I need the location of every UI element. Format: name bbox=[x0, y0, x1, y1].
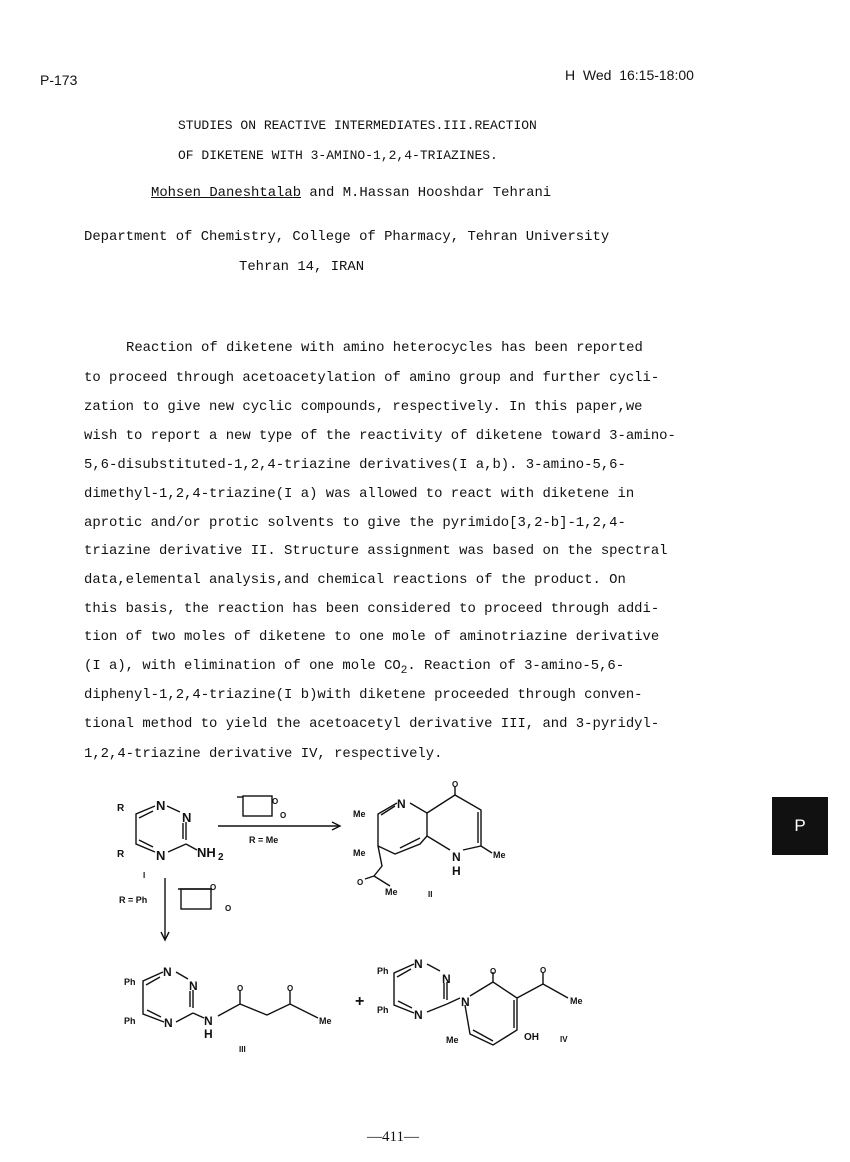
atom-label: N bbox=[414, 1008, 423, 1022]
compound-label: IV bbox=[560, 1035, 568, 1044]
condition-label: R = Ph bbox=[119, 895, 148, 905]
body-line: tion of two moles of diketene to one mole of aminotriazine derivative bbox=[84, 629, 660, 645]
title-line-1: STUDIES ON REACTIVE INTERMEDIATES.III.REACTION bbox=[178, 118, 537, 133]
atom-label: O bbox=[280, 811, 287, 820]
affiliation-line-2: Tehran 14, IRAN bbox=[239, 259, 365, 275]
body-line: wish to report a new type of the reactivity of diketene toward 3-amino- bbox=[84, 428, 676, 444]
structure-I bbox=[117, 798, 224, 880]
atom-label: O bbox=[357, 878, 364, 887]
structure-IV bbox=[377, 957, 583, 1045]
atom-label: O bbox=[287, 984, 294, 993]
reaction-arrow-r-me bbox=[218, 796, 340, 845]
atom-label: O bbox=[225, 904, 232, 913]
atom-label: N bbox=[414, 957, 423, 971]
condition-label: R = Me bbox=[249, 835, 279, 845]
atom-label: N bbox=[164, 1016, 173, 1030]
atom-label: O bbox=[237, 984, 244, 993]
body-line: 1,2,4-triazine derivative IV, respectively. bbox=[84, 746, 443, 762]
atom-label: N bbox=[163, 965, 172, 979]
atom-label: O bbox=[490, 967, 497, 976]
atom-label: N bbox=[204, 1014, 213, 1028]
co-author: and M.Hassan Hooshdar Tehrani bbox=[301, 185, 552, 201]
plus-sign: + bbox=[355, 993, 365, 1010]
title-line-2: OF DIKETENE WITH 3-AMINO-1,2,4-TRIAZINES. bbox=[178, 148, 498, 163]
body-line: zation to give new cyclic compounds, respectively. In this paper,we bbox=[84, 399, 643, 415]
atom-label: Me bbox=[385, 887, 398, 897]
subscript: 2 bbox=[400, 664, 408, 677]
atom-label: O bbox=[272, 797, 279, 806]
page-number: —411— bbox=[367, 1129, 419, 1145]
body-line: data,elemental analysis,and chemical reactions of the product. On bbox=[84, 572, 626, 588]
body-line: triazine derivative II. Structure assignment was based on the spectral bbox=[84, 543, 668, 559]
atom-label: Me bbox=[353, 809, 366, 819]
atom-label: N bbox=[397, 797, 406, 811]
atom-label: R bbox=[117, 849, 125, 860]
compound-label: III bbox=[239, 1045, 246, 1054]
structure-III bbox=[124, 965, 332, 1054]
atom-label: R bbox=[117, 803, 125, 814]
atom-label: Ph bbox=[124, 977, 136, 987]
presenting-author: Mohsen Daneshtalab bbox=[151, 185, 302, 201]
atom-label: N bbox=[156, 798, 166, 813]
atom-label: N bbox=[461, 995, 470, 1009]
atom-label: N bbox=[189, 979, 198, 993]
compound-label: II bbox=[428, 890, 433, 899]
atom-label: N bbox=[442, 972, 451, 986]
structure-II bbox=[353, 780, 506, 899]
atom-label: Me bbox=[319, 1016, 332, 1026]
section-tab: P bbox=[772, 797, 828, 855]
atom-label: NH bbox=[197, 845, 216, 860]
atom-label: N bbox=[156, 848, 166, 863]
atom-label: Ph bbox=[377, 1005, 389, 1015]
body-line: 5,6-disubstituted-1,2,4-triazine derivatives(I a,b). 3-amino-5,6- bbox=[84, 457, 626, 473]
atom-label: Ph bbox=[124, 1016, 136, 1026]
body-text: (I a), with elimination of one mole CO bbox=[84, 658, 401, 674]
atom-label: Me bbox=[446, 1035, 459, 1045]
body-line: this basis, the reaction has been considered to proceed through addi- bbox=[84, 601, 660, 617]
atom-label: Me bbox=[570, 996, 583, 1006]
atom-label: N bbox=[452, 850, 461, 864]
affiliation-line-1: Department of Chemistry, College of Pharmacy, Tehran University bbox=[84, 229, 610, 245]
body-line: Reaction of diketene with amino heterocycles has been reported bbox=[126, 340, 643, 356]
atom-label: O bbox=[540, 966, 547, 975]
atom-label: Me bbox=[353, 848, 366, 858]
body-line: dimethyl-1,2,4-triazine(I a) was allowed to react with diketene in bbox=[84, 486, 635, 502]
reaction-arrow-r-ph bbox=[119, 878, 231, 940]
body-line: to proceed through acetoacetylation of amino group and further cycli- bbox=[84, 370, 660, 386]
body-line: diphenyl-1,2,4-triazine(I b)with diketene proceeded through conven- bbox=[84, 687, 643, 703]
body-line: aprotic and/or protic solvents to give the pyrimido[3,2-b]-1,2,4- bbox=[84, 515, 626, 531]
atom-label: O bbox=[210, 883, 217, 892]
atom-label: OH bbox=[524, 1032, 539, 1043]
abstract-id: P-173 bbox=[40, 72, 78, 88]
atom-label: Me bbox=[493, 850, 506, 860]
atom-label: 2 bbox=[218, 852, 224, 863]
atom-label: Ph bbox=[377, 966, 389, 976]
atom-label: O bbox=[452, 780, 459, 789]
body-text: . Reaction of 3-amino-5,6- bbox=[407, 658, 625, 674]
atom-label: H bbox=[452, 864, 461, 878]
atom-label: N bbox=[182, 810, 192, 825]
body-line: tional method to yield the acetoacetyl derivative III, and 3-pyridyl- bbox=[84, 716, 660, 732]
compound-label: I bbox=[143, 871, 146, 880]
atom-label: H bbox=[204, 1027, 213, 1041]
session-info: H Wed 16:15-18:00 bbox=[565, 67, 694, 83]
